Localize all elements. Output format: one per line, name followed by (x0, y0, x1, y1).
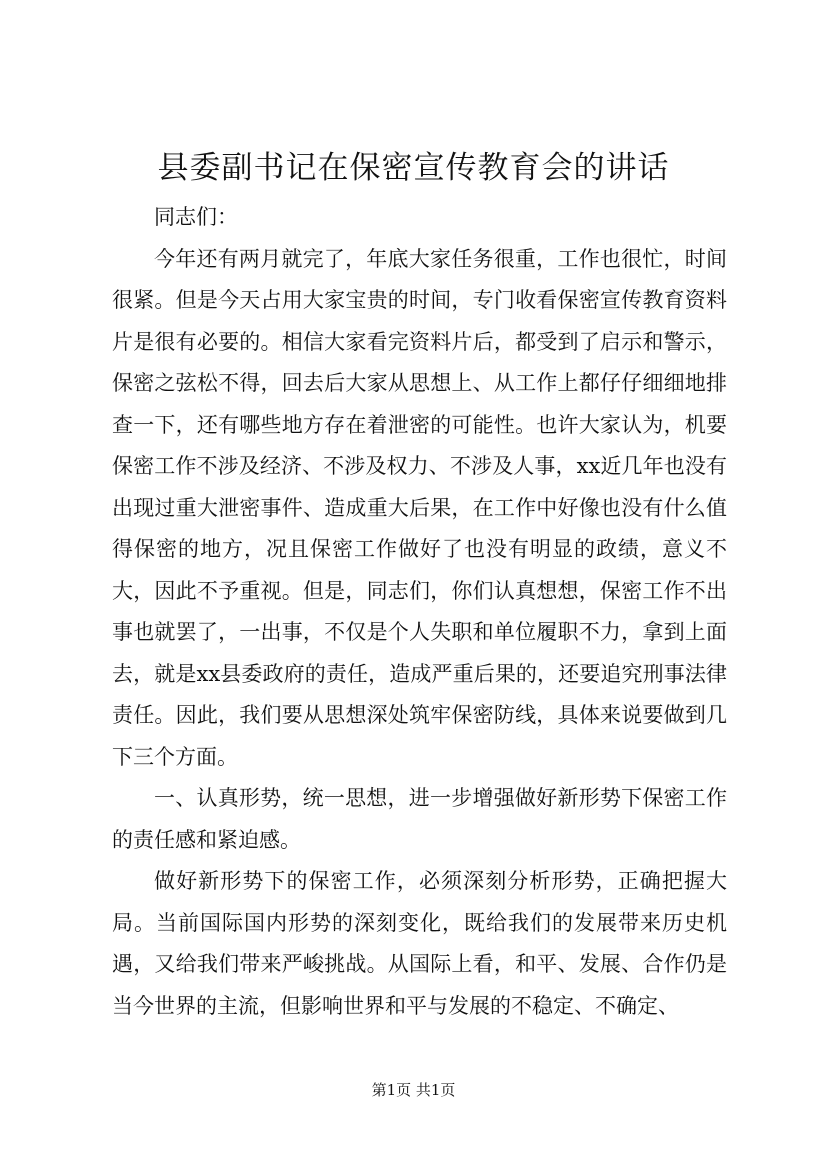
body-paragraph: 今年还有两月就完了，年底大家任务很重，工作也很忙，时间很紧。但是今天占用大家宝贵的时间，专门收看保密宣传教育资料片是很有必要的。相信大家看完资料片后，都受到了启示和警示，保密之弦松不得，回去后大家从思想上、从工作上都仔仔细细地排查一下，还有哪些地方存在着泄密的可能性。也许大家认为，机要保密工作不涉及经济、不涉及权力、不涉及人事，xx近几年也没有出现过重大泄密事件、造成重大后果，在工作中好像也没有什么值得保密的地方，况且保密工作做好了也没有明显的政绩，意义不大，因此不予重视。但是，同志们，你们认真想想，保密工作不出事也就罢了，一出事，不仅是个人失职和单位履职不力，拿到上面去，就是xx县委政府的责任，造成严重后果的，还要追究刑事法律责任。因此，我们要从思想深处筑牢保密防线，具体来说要做到几下三个方面。 (112, 246, 727, 769)
document-title: 县委副书记在保密宣传教育会的讲话 (157, 150, 670, 186)
page-footer: 第1页 共1页 (371, 1081, 456, 1099)
section-heading-paragraph: 一、认真形势，统一思想，进一步增强做好新形势下保密工作的责任感和紧迫感。 (112, 786, 727, 852)
document-body (112, 197, 727, 1027)
body-paragraph: 做好新形势下的保密工作，必须深刻分析形势，正确把握大局。当前国际国内形势的深刻变化，既给我们的发展带来历史机遇，又给我们带来严峻挑战。从国际上看，和平、发展、合作仍是当今世界的主流，但影响世界和平与发展的不稳定、不确定、 (112, 869, 727, 1018)
salutation-paragraph: 同志们： (154, 205, 238, 229)
